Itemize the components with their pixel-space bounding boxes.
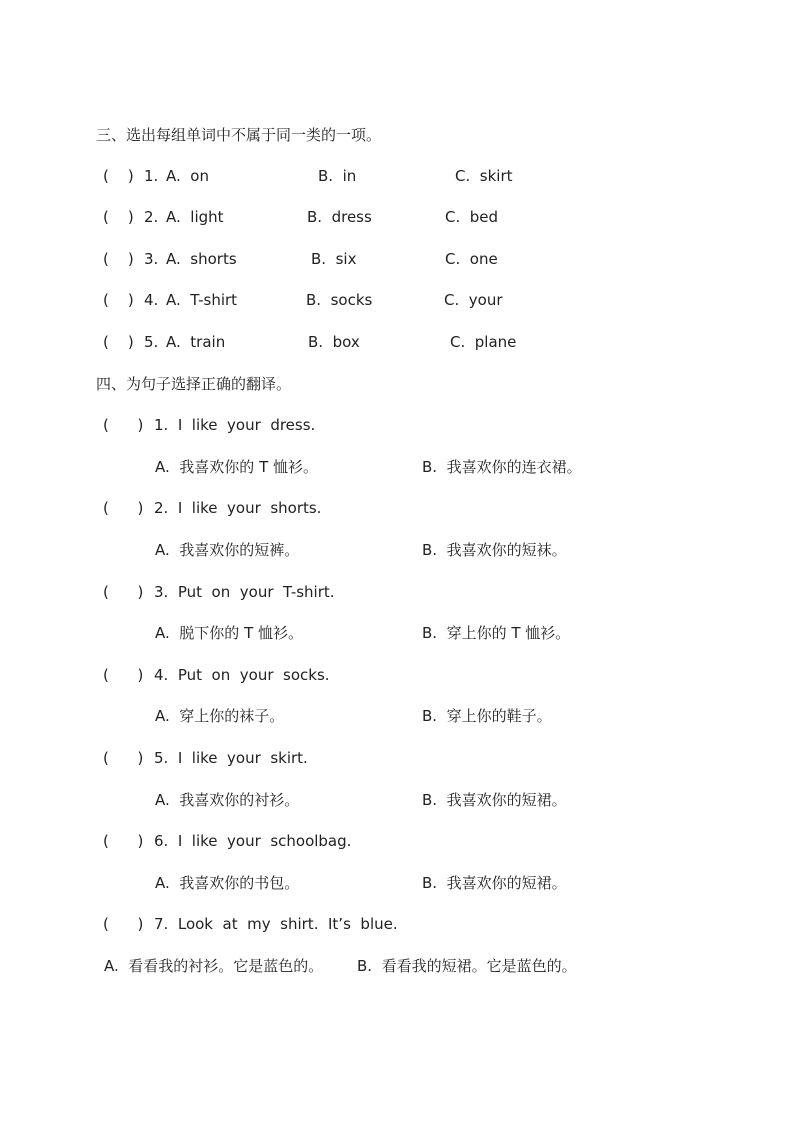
option-b: B. 看看我的短裙。它是蓝色的。 (357, 957, 577, 975)
option-a: A. 我喜欢你的衬衫。 (155, 791, 300, 809)
item-number: 1. (144, 167, 159, 185)
option-a: A. 我喜欢你的短裤。 (155, 541, 300, 559)
option-c: C. plane (450, 333, 517, 351)
sentence: 3. Put on your T-shirt. (154, 583, 335, 601)
answer-blank[interactable]: ( ) (103, 915, 144, 933)
option-c: C. your (444, 291, 503, 309)
option-a: A. 我喜欢你的 T 恤衫。 (155, 458, 319, 476)
option-b: B. socks (306, 291, 373, 309)
section4-heading: 四、为句子选择正确的翻译。 (96, 375, 292, 393)
answer-blank[interactable]: ( ) (103, 499, 144, 517)
option-a: A. light (166, 208, 224, 226)
item-number: 4. (144, 291, 159, 309)
option-b: B. 穿上你的 T 恤衫。 (422, 624, 571, 642)
option-a: A. 我喜欢你的书包。 (155, 874, 300, 892)
sentence: 2. I like your shorts. (154, 499, 322, 517)
option-a: A. on (166, 167, 209, 185)
answer-blank[interactable]: ( ) (103, 666, 144, 684)
answer-blank[interactable]: ( ) (103, 291, 134, 309)
sentence: 5. I like your skirt. (154, 749, 308, 767)
option-c: C. bed (445, 208, 499, 226)
answer-blank[interactable]: ( ) (103, 250, 134, 268)
sentence: 7. Look at my shirt. It’s blue. (154, 915, 398, 933)
item-number: 5. (144, 333, 159, 351)
section3-heading: 三、选出每组单词中不属于同一类的一项。 (96, 126, 382, 144)
option-a: A. 看看我的衬衫。它是蓝色的。 (104, 957, 324, 975)
option-b: B. 我喜欢你的短裙。 (422, 874, 567, 892)
option-b: B. box (308, 333, 360, 351)
sentence: 1. I like your dress. (154, 416, 316, 434)
item-number: 2. (144, 208, 159, 226)
answer-blank[interactable]: ( ) (103, 416, 144, 434)
answer-blank[interactable]: ( ) (103, 333, 134, 351)
option-b: B. 我喜欢你的短袜。 (422, 541, 567, 559)
option-b: B. 穿上你的鞋子。 (422, 707, 552, 725)
option-b: B. 我喜欢你的连衣裙。 (422, 458, 582, 476)
option-b: B. six (311, 250, 357, 268)
answer-blank[interactable]: ( ) (103, 749, 144, 767)
option-a: A. T-shirt (166, 291, 238, 309)
answer-blank[interactable]: ( ) (103, 208, 134, 226)
option-c: C. skirt (455, 167, 513, 185)
option-b: B. in (318, 167, 357, 185)
option-a: A. 脱下你的 T 恤衫。 (155, 624, 304, 642)
option-a: A. train (166, 333, 226, 351)
option-c: C. one (445, 250, 498, 268)
item-number: 3. (144, 250, 159, 268)
option-b: B. dress (307, 208, 372, 226)
answer-blank[interactable]: ( ) (103, 832, 144, 850)
option-a: A. 穿上你的袜子。 (155, 707, 285, 725)
answer-blank[interactable]: ( ) (103, 583, 144, 601)
sentence: 4. Put on your socks. (154, 666, 330, 684)
sentence: 6. I like your schoolbag. (154, 832, 352, 850)
option-a: A. shorts (166, 250, 237, 268)
answer-blank[interactable]: ( ) (103, 167, 134, 185)
option-b: B. 我喜欢你的短裙。 (422, 791, 567, 809)
